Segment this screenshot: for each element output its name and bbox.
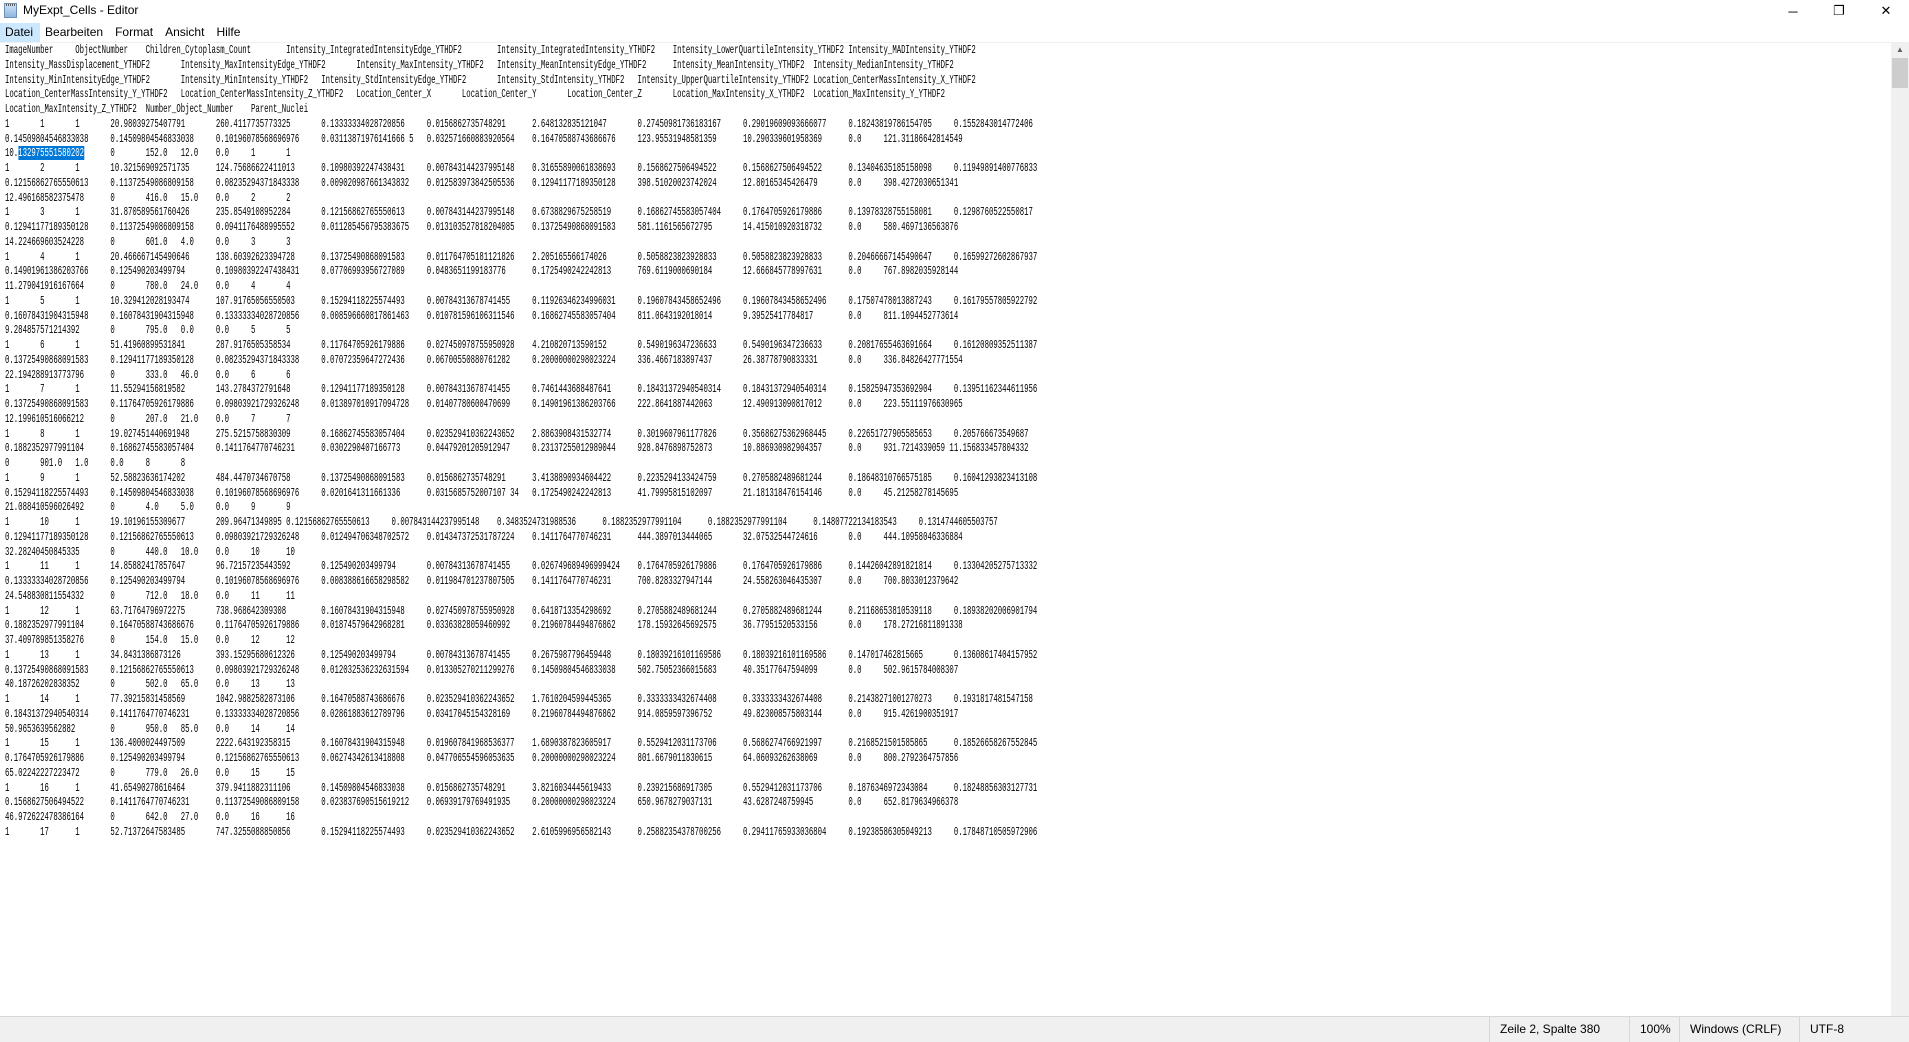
scroll-up-icon[interactable]: ▲ — [1896, 45, 1904, 54]
text-line: 14.224669603524228 0 601.0 4.0 0.0 3 3 — [5, 234, 291, 249]
scrollbar-thumb[interactable] — [1892, 58, 1908, 88]
text-line: 0.14509804546833038 0.14509804546833038 0.10196078568696976 0.03113871976141666 5 0.032571660883920564 0.16470588743686676 123.95531948581359 10.290339601958369 0.0 121.31186642814549 — [5, 131, 963, 146]
text-line: 1 16 1 41.65490278616464 379.9411882311106 0.14509804546833038 0.0156862735748291 3.8216034445619433 0.239215686917305 0.5529412031173706 0.1876346972343084 0.18248856303127731 — [5, 780, 1038, 795]
text-line: ImageNumber ObjectNumber Children_Cytoplasm_Count Intensity_IntegratedIntensityEdge_YTHDF2 Intensity_IntegratedIntensity_YTHDF2 Intensity_LowerQuartileIntensity_YTHDF2 Intensity_MADIntensity_YTHDF2 — [5, 43, 976, 57]
minimize-icon: ─ — [1788, 3, 1798, 19]
menu-format[interactable]: Format — [115, 25, 154, 39]
menu-bearbeiten[interactable]: Bearbeiten — [45, 25, 104, 39]
text-line: Location_CenterMassIntensity_Y_YTHDF2 Location_CenterMassIntensity_Z_YTHDF2 Location_Center_X Location_Center_Y Location_Center_Z Location_MaxIntensity_X_YTHDF2 Location_MaxIntensity_Y_YTHDF2 — [5, 87, 946, 102]
text-line: 1 2 1 10.321569092571735 124.75686622411013 0.10980392247438431 0.007843144237995148 0.31655890061838693 0.1568627506494522 0.1568627506494522 0.13404635185158098 0.11949891400776833 — [5, 161, 1038, 175]
close-icon: ✕ — [1880, 3, 1892, 18]
minimize-button[interactable] — [1770, 0, 1816, 22]
text-line: 1 11 1 14.85882417857647 96.72157235443592 0.125490203499794 0.00784313678741455 0.026749689496999424 0.1764705926179886 0.1764705926179886 0.14426042891821814 0.13304205275713332 — [5, 559, 1038, 574]
title-bar — [0, 0, 1909, 23]
text-line: 0 901.0 1.0 0.0 8 8 — [5, 456, 186, 470]
text-line: 1 12 1 63.71764796972275 738.968642309308 0.16078431904315948 0.027450978755950928 0.6418713354298692 0.2705882489681244 0.2705882489681244 0.21168653810539118 0.18938202006901794 — [5, 603, 1038, 618]
vertical-scrollbar[interactable] — [1891, 42, 1909, 1016]
text-line: 1 9 1 52.58823636174202 484.4470734670758 0.13725490868091583 0.0156862735748291 3.4138890934604422 0.2235294133424759 0.2705882489681244 0.18648310766575185 0.16041293823413108 — [5, 470, 1038, 485]
text-line: Intensity_MassDisplacement_YTHDF2 Intensity_MaxIntensityEdge_YTHDF2 Intensity_MaxIntensity_YTHDF2 Intensity_MeanIntensityEdge_YTHDF2 Intensity_MeanIntensity_YTHDF2 Intensity_MedianIntensity_YTHDF2 — [5, 57, 954, 72]
text-line: 1 7 1 11.55294156819582 143.2784372791648 0.12941177189350128 0.00784313678741455 0.7461443688487641 0.18431372940540314 0.18431372940540314 0.15825947353692904 0.13951162344611956 — [5, 382, 1038, 397]
text-line: 0.16078431904315948 0.16078431904315948 0.13333334028720856 0.008596660817861463 0.010781596106311546 0.16862745583057404 811.0643192018014 9.39525417784817 0.0 811.1094452773614 — [5, 308, 959, 323]
text-line: 46.972622478386164 0 642.0 27.0 0.0 16 16 — [5, 810, 295, 824]
text-line: 1 17 1 52.71372647583485 747.3255088850856 0.15294118225574493 0.023529410362243652 2.6105996956582143 0.25882354378700256 0.29411765933036804 0.19238586305049213 0.17848710505972906 — [5, 824, 1038, 839]
text-line: 10.132975551580202 0 152.0 12.0 0.0 1 1 — [5, 146, 291, 161]
text-line: 0.1882352977991104 0.16862745583057404 0.1411764770746231 0.0302290407166773 0.04479201205912947 0.23137255012989044 928.8476898752873 10.886930982904357 0.0 931.7214339059 11.156833457804332 — [5, 441, 1029, 456]
text-line: 1 13 1 34.8431386873126 393.15295680612326 0.125490203499794 0.00784313678741455 0.2675987796459448 0.18039216101169586 0.18039216101169586 0.147017462815665 0.13608617404157952 — [5, 647, 1038, 662]
menu-hilfe[interactable]: Hilfe — [216, 25, 241, 39]
text-line: 0.12941177189350128 0.12156862765550613 0.09803921729326248 0.012494706348702572 0.014347372531787224 0.1411764770746231 444.3897013444065 32.07532544724616 0.0 444.10958046336884 — [5, 529, 963, 544]
text-line: 22.194288913773796 0 333.0 46.0 0.0 6 6 — [5, 367, 291, 382]
text-line: Location_MaxIntensity_Z_YTHDF2 Number_Object_Number Parent_Nuclei — [5, 102, 309, 116]
text-line: 1 3 1 31.870589561760426 235.8549108952284 0.12156862765550613 0.007843144237995148 0.6738829675258519 0.16862745583057404 0.1764705926179886 0.13978328755158081 0.1298760522550817 — [5, 205, 1033, 220]
text-line: 12.199610516066212 0 207.0 21.0 0.0 7 7 — [5, 411, 291, 426]
text-line: 32.28240450845335 0 440.0 10.0 0.0 10 10 — [5, 544, 295, 559]
text-line: 1 14 1 77.39215831458569 1042.9882582873106 0.16470588743686676 0.023529410362243652 1.7610204599445365 0.3333333432674408 0.3333333432674408 0.21438271001270273 0.1931817481547158 — [5, 692, 1033, 706]
text-line: 21.088410596026492 0 4.0 5.0 0.0 9 9 — [5, 500, 291, 515]
restore-button[interactable] — [1816, 0, 1862, 22]
text-line: 0.15294118225574493 0.14509804546833038 0.10196078568696976 0.0201641311661336 0.0315685752007107 34 0.1725490242242813 41.79995815102097 21.181318476154146 0.0 45.21258278145695 — [5, 485, 959, 500]
text-line: 0.1568627506494522 0.1411764770746231 0.11372549086809158 0.023837690515619212 0.06939179769491935 0.20000000298023224 650.9678279037131 43.6287248759945 0.0 652.8179634966378 — [5, 795, 959, 810]
zoom-level: 100% — [1629, 1017, 1679, 1042]
status-bar — [0, 1016, 1909, 1042]
text-line: 0.12941177189350128 0.11372549086809158 0.0941176488995552 0.011285456795383675 0.013103527818204085 0.13725490868091583 581.1161565672795 14.415010920318732 0.0 580.4697136563876 — [5, 220, 959, 234]
text-line: 0.1764705926179886 0.125490203499794 0.12156862765550613 0.06274342613418808 0.047706554596053635 0.20000000298023224 801.6679011830615 64.06093262638069 0.0 800.2792364757856 — [5, 751, 959, 765]
menu-datei[interactable]: Datei — [0, 23, 40, 42]
menu-bar — [0, 23, 1909, 42]
text-line: 40.18726202838352 0 502.0 65.0 0.0 13 13 — [5, 677, 295, 692]
text-line: 0.13725490868091583 0.12156862765550613 0.09803921729326248 0.012032536232631594 0.013305270211299276 0.14509804546833038 502.75052366015683 40.35177647594099 0.0 502.9615784008307 — [5, 662, 959, 677]
text-line: 1 1 1 20.98039275407791 260.4117735773325 0.13333334028720856 0.0156862735748291 2.648132835121047 0.27450981736183167 0.29019609093666077 0.18243819786154705 0.1552843014772406 — [5, 116, 1033, 131]
cursor-position: Zeile 2, Spalte 380 — [1489, 1017, 1629, 1042]
text-line: 1 5 1 10.329412028193474 107.91765056550503 0.15294118225574493 0.00784313678741455 0.11926346234996031 0.19607843458652496 0.19607843458652496 0.17507478013887243 0.16179557805922792 — [5, 293, 1038, 308]
text-editor-area[interactable] — [0, 42, 1891, 1017]
text-line: 9.284857571214392 0 795.0 0.0 0.0 5 5 — [5, 323, 291, 338]
text-line: 24.548830811554332 0 712.0 18.0 0.0 11 11 — [5, 588, 295, 603]
text-line: 0.1882352977991104 0.16470588743686676 0.11764705926179886 0.01874579642968281 0.03363828059460992 0.21960784494876862 178.15932645692575 36.77951520533156 0.0 178.27216811891338 — [5, 618, 963, 633]
text-line: 1 6 1 51.41960899531841 287.9176505358534 0.11764705926179886 0.027450978755950928 4.210820713590152 0.5490196347236633 0.5490196347236633 0.20817655463691664 0.16120809352511387 — [5, 338, 1038, 352]
text-line: 0.13725490868091583 0.12941177189350128 0.08235294371843338 0.07072359647272436 0.06700550880761282 0.20000000298023224 336.4667183897437 26.38778790833331 0.0 336.84826427771554 — [5, 352, 963, 367]
text-line: 0.13725490868091583 0.11764705926179886 0.09803921729326248 0.013897010917094728 0.01407780600470699 0.14901961386203766 222.8641887442063 12.490913090817012 0.0 223.55111976630965 — [5, 397, 963, 411]
text-line: 1 10 1 19.10196155309677 209.96471349895 0.12156862765550613 0.007843144237995148 0.3483524731988536 0.1882352977991104 0.1882352977991104 0.14807722134183543 0.1314744605503757 — [5, 515, 998, 529]
text-line: 0.18431372940540314 0.1411764770746231 0.13333334028720856 0.02861883612789796 0.03417045154328169 0.21960784494876862 914.0859597396752 49.823008575803144 0.0 915.4261900351917 — [5, 706, 959, 721]
restore-icon: ❐ — [1833, 3, 1845, 18]
window-title: MyExpt_Cells - Editor — [23, 3, 139, 17]
text-line: 0.12156862765550613 0.11372549086809158 0.08235294371843338 0.009020987661343832 0.012583973842505536 0.12941177189350128 398.51020023742024 12.80165345426479 0.0 398.4272030651341 — [5, 175, 959, 190]
text-line: 50.9653639562882 0 950.0 85.0 0.0 14 14 — [5, 721, 295, 736]
text-line: 37.409789851358276 0 154.0 15.0 0.0 12 12 — [5, 633, 295, 647]
text-line: 11.279041916167664 0 780.0 24.0 0.0 4 4 — [5, 279, 291, 293]
text-selection: 132975551580202 — [18, 146, 85, 161]
text-line: 1 15 1 136.4000024497509 2222.643192358315 0.16078431904315948 0.019607841968536377 1.6890387823605917 0.5529412031173706 0.5686274766921997 0.2168521501585865 0.18526658267552845 — [5, 736, 1038, 751]
text-line: 12.496168582375478 0 416.0 15.0 0.0 2 2 — [5, 190, 291, 205]
text-line: Intensity_MinIntensityEdge_YTHDF2 Intensity_MinIntensity_YTHDF2 Intensity_StdIntensityEdge_YTHDF2 Intensity_StdIntensity_YTHDF2 Intensity_UpperQuartileIntensity_YTHDF2 Location_CenterMassIntensity_X_YTHDF2 — [5, 72, 976, 87]
line-endings: Windows (CRLF) — [1679, 1017, 1799, 1042]
text-line: 1 4 1 20.466667145490646 138.60392623394728 0.13725490868091583 0.011764705181121826 2.205165566174026 0.5058823823928833 0.5058823823928833 0.20466667145490647 0.16599272602867937 — [5, 249, 1038, 264]
close-button[interactable] — [1863, 0, 1909, 22]
menu-ansicht[interactable]: Ansicht — [165, 25, 205, 39]
text-line: 1 8 1 19.027451440691948 275.5215758830309 0.16862745583057404 0.023529410362243652 2.8863908431532774 0.3019607961177826 0.35686275362968445 0.22651727905585653 0.205766673549687 — [5, 426, 1029, 441]
text-line: 65.02242227223472 0 779.0 26.0 0.0 15 15 — [5, 765, 295, 780]
text-line: 0.14901961386203766 0.125490203499794 0.10980392247438431 0.07706993956727089 0.0483651199183776 0.1725490242242813 769.6119000690184 12.666845778997631 0.0 767.8982035928144 — [5, 264, 959, 279]
text-line: 0.13333334028720856 0.125490203499794 0.10196078568696976 0.008388616658298582 0.011984701237807505 0.1411764770746231 700.8283327947144 24.558263046435307 0.0 700.8033012379642 — [5, 574, 959, 588]
document-text[interactable] — [5, 43, 1037, 840]
notepad-icon — [4, 3, 17, 18]
encoding: UTF-8 — [1799, 1017, 1909, 1042]
